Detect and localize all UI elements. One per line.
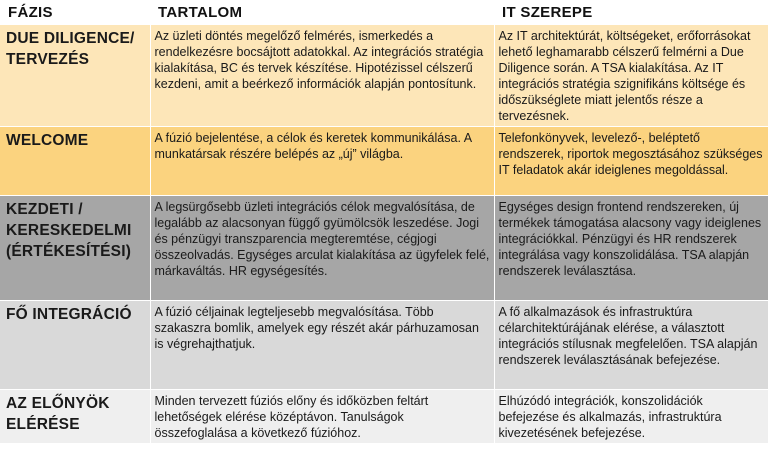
- it-role-cell: Az IT architektúrát, költségeket, erőforrásokat lehető leghamarabb célszerű felmérni a Due Diligence során. A TSA kialakítása. Az IT integrációs stratégia szignifikáns költsége és időszükséglete miatt jelentős része a tervezésnek.: [494, 25, 768, 127]
- it-role-cell: Telefonkönyvek, levelező-, beléptető rendszerek, riportok megosztásához szükséges IT feladatok akár ideiglenes megoldással.: [494, 127, 768, 196]
- phase-cell: [0, 301, 150, 390]
- header-it-role: IT SZEREPE: [494, 0, 768, 25]
- header-content: TARTALOM: [150, 0, 494, 25]
- phase-name: WELCOME: [6, 132, 89, 149]
- phase-name: AZ ELŐNYÖK ELÉRÉSE: [6, 395, 110, 433]
- phase-name: FŐ INTEGRÁCIÓ: [6, 306, 132, 323]
- phase-cell: [0, 25, 150, 127]
- phase-cell: [0, 390, 150, 444]
- header-phase: FÁZIS: [0, 0, 150, 25]
- content-cell: Minden tervezett fúziós előny és időközben feltárt lehetőségek elérése középtávon. Tanulságok összefoglalása a következő fúzióhoz.: [150, 390, 494, 444]
- phase-name: KEZDETI / KERESKEDELMI (ÉRTÉKESÍTÉSI): [6, 201, 132, 260]
- phase-name: DUE DILIGENCE/ TERVEZÉS: [6, 30, 135, 68]
- header-row: [0, 0, 768, 25]
- phase-cell: [0, 127, 150, 196]
- content-cell: A legsürgősebb üzleti integrációs célok megvalósítása, de legalább az alacsonyan függő gyümölcsök leszedése. Jogi és pénzügyi transzparencia megteremtése, cégjogi összeolvadás. Egységes arculat kialakítása az ügyfelek felé, márkaváltás. HR egységesítés.: [150, 196, 494, 301]
- content-cell: A fúzió céljainak legteljesebb megvalósítása. Több szakaszra bomlik, amelyek egy részét akár párhuzamosan is végrehajthatjuk.: [150, 301, 494, 390]
- phase-cell: [0, 196, 150, 301]
- table-row-due-diligence: [0, 25, 768, 127]
- content-cell: Az üzleti döntés megelőző felmérés, ismerkedés a rendelkezésre bocsájtott adatokkal. Az integrációs stratégia kialakítása, BC és tervek készítése. Hipotézissel célszerű kezdeni, amit a beérkező információk alapján pontosítunk.: [150, 25, 494, 127]
- table-row-kezdeti: [0, 196, 768, 301]
- table-row-welcome: [0, 127, 768, 196]
- table-row-fo-integracio: [0, 301, 768, 390]
- content-cell: A fúzió bejelentése, a célok és keretek kommunikálása. A munkatársak részére belépés az „új” világba.: [150, 127, 494, 196]
- it-role-cell: Elhúzódó integrációk, konszolidációk befejezése és alkalmazás, infrastruktúra kivezetésének befejezése.: [494, 390, 768, 444]
- it-role-cell: A fő alkalmazások és infrastruktúra célarchitektúrájának elérése, a választott integrációs stílusnak megfelelően. TSA alapján rendszerek leválasztásának befejezése.: [494, 301, 768, 390]
- table-row-elonyok: [0, 390, 768, 444]
- it-role-cell: Egységes design frontend rendszereken, új termékek támogatása alacsony vagy ideiglenes integrációkkal. Pénzügyi és HR rendszerek integrálása vagy konszolidálása. TSA alapján rendszerek leválasztása.: [494, 196, 768, 301]
